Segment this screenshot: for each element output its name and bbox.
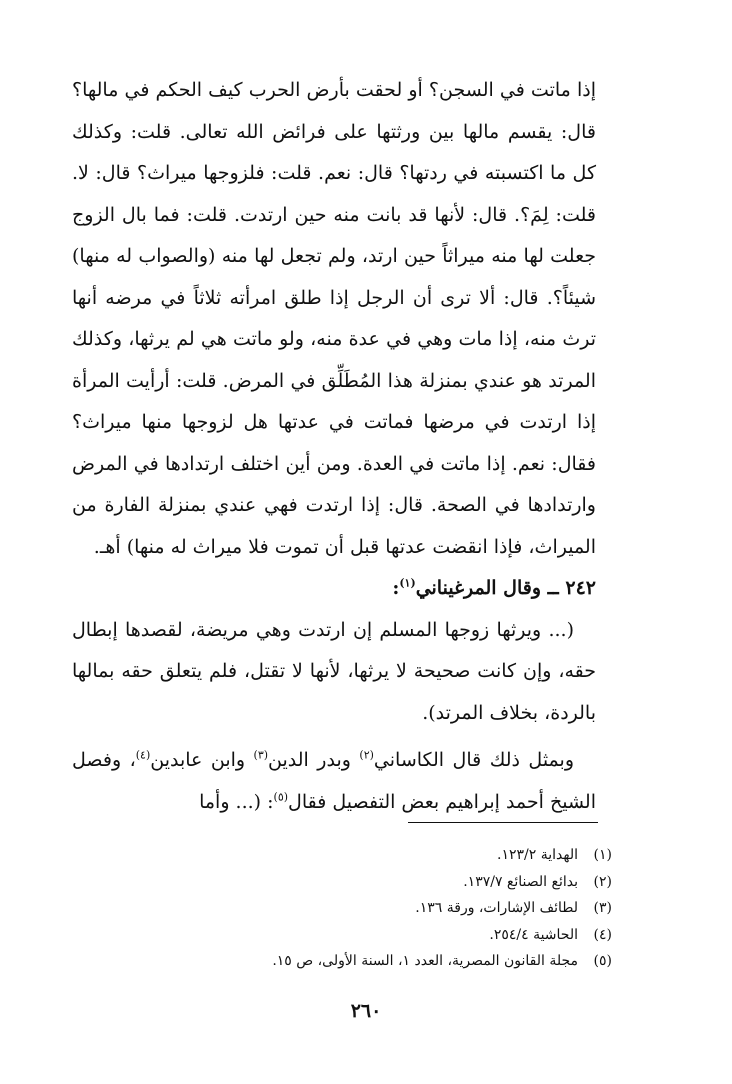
paragraph-text: وبمثل ذلك قال الكاساني	[373, 749, 575, 771]
footnote-text: الحاشية ٢٥٤/٤.	[489, 926, 578, 943]
footnote-ref[interactable]: (١)	[399, 576, 416, 590]
footnote-number: (٣)	[593, 900, 612, 916]
footnote-item	[200, 948, 612, 975]
section-heading-colon: :	[392, 577, 400, 599]
section-heading	[72, 568, 596, 610]
footnote-text: مجلة القانون المصرية، العدد ١، السنة الأولى، ص ١٥.	[272, 953, 578, 969]
footnote-item	[200, 922, 612, 949]
page-number: ٢٦٠	[350, 1000, 382, 1022]
footnotes	[200, 842, 612, 975]
quoted-passage: (... ويرثها زوجها المسلم إن ارتدت وهي مريضة، لقصدها إبطال حقه، وإن كانت صحيحة لا يرثها، لأنها لا تقتل، فلم يتعلق حقه بمالها بالردة، بخلاف المرتد).	[72, 618, 596, 724]
footnote-ref[interactable]: (٤)	[135, 748, 151, 762]
footnote-number: (١)	[593, 847, 612, 863]
footnote-text: بدائع الصنائع ١٣٧/٧.	[463, 873, 578, 890]
section-heading-text: ٢٤٢ ــ وقال المرغيناني	[415, 577, 596, 599]
footnote-ref[interactable]: (٣)	[253, 748, 269, 762]
footnote-item	[200, 895, 612, 922]
footnote-number: (٢)	[593, 873, 612, 890]
footnote-ref[interactable]: (٥)	[273, 790, 289, 804]
footnote-separator	[408, 822, 598, 823]
main-text	[72, 70, 596, 823]
footnote-ref[interactable]: (٢)	[359, 748, 374, 762]
footnote-text: لطائف الإشارات، ورقة ١٣٦.	[415, 900, 578, 916]
paragraph-text: وابن عابدين	[150, 749, 254, 771]
paragraph-text: ، وفصل الشيخ أحمد إبراهيم بعض التفصيل فقال	[72, 749, 596, 813]
footnote-number: (٤)	[593, 926, 612, 943]
footnote-number: (٥)	[593, 953, 612, 969]
body-paragraph: إذا ماتت في السجن؟ أو لحقت بأرض الحرب كيف الحكم في مالها؟ قال: يقسم مالها بين ورثتها على فرائض الله تعالى. قلت: وكذلك كل ما اكتسبته في ردتها؟ قال: نعم. قلت: فلزوجها ميراث؟ قال: لا. قلت: لِمَ؟. قال: لأنها قد بانت منه حين ارتدت. قلت: فما بال الزوج جعلت لها منه ميراثاً حين ارتد، ولم تجعل لها منه (والصواب له منها) شيئاً؟. قال: ألا ترى أن الرجل إذا طلق امرأته ثلاثاً في مرضه أنها ترث منه، إذا مات وهي في عدة منه، ولو ماتت هي لم يرثها، وكذلك المرتد هو عندي بمنزلة هذا المُطَلِّق في المرض. قلت: أرأيت المرأة إذا ارتدت في مرضها فماتت في عدتها هل لزوجها منها ميراث؟ فقال: نعم. إذا ماتت في العدة. ومن أين اختلف ارتدادها في المرض وارتدادها في الصحة. قال: إذا ارتدت فهي عندي بمنزلة الفارة من الميراث، فإذا انقضت عدتها قبل أن تموت فلا ميراث له منها) أهـ.	[72, 79, 596, 558]
footnote-text: الهداية ١٢٣/٢.	[497, 847, 578, 863]
body-paragraph-2	[72, 740, 596, 823]
paragraph-text: : (... وأما	[199, 790, 274, 813]
paragraph-text: وبدر الدين	[268, 749, 360, 771]
footnote-item	[200, 842, 612, 869]
footnote-item	[200, 869, 612, 896]
